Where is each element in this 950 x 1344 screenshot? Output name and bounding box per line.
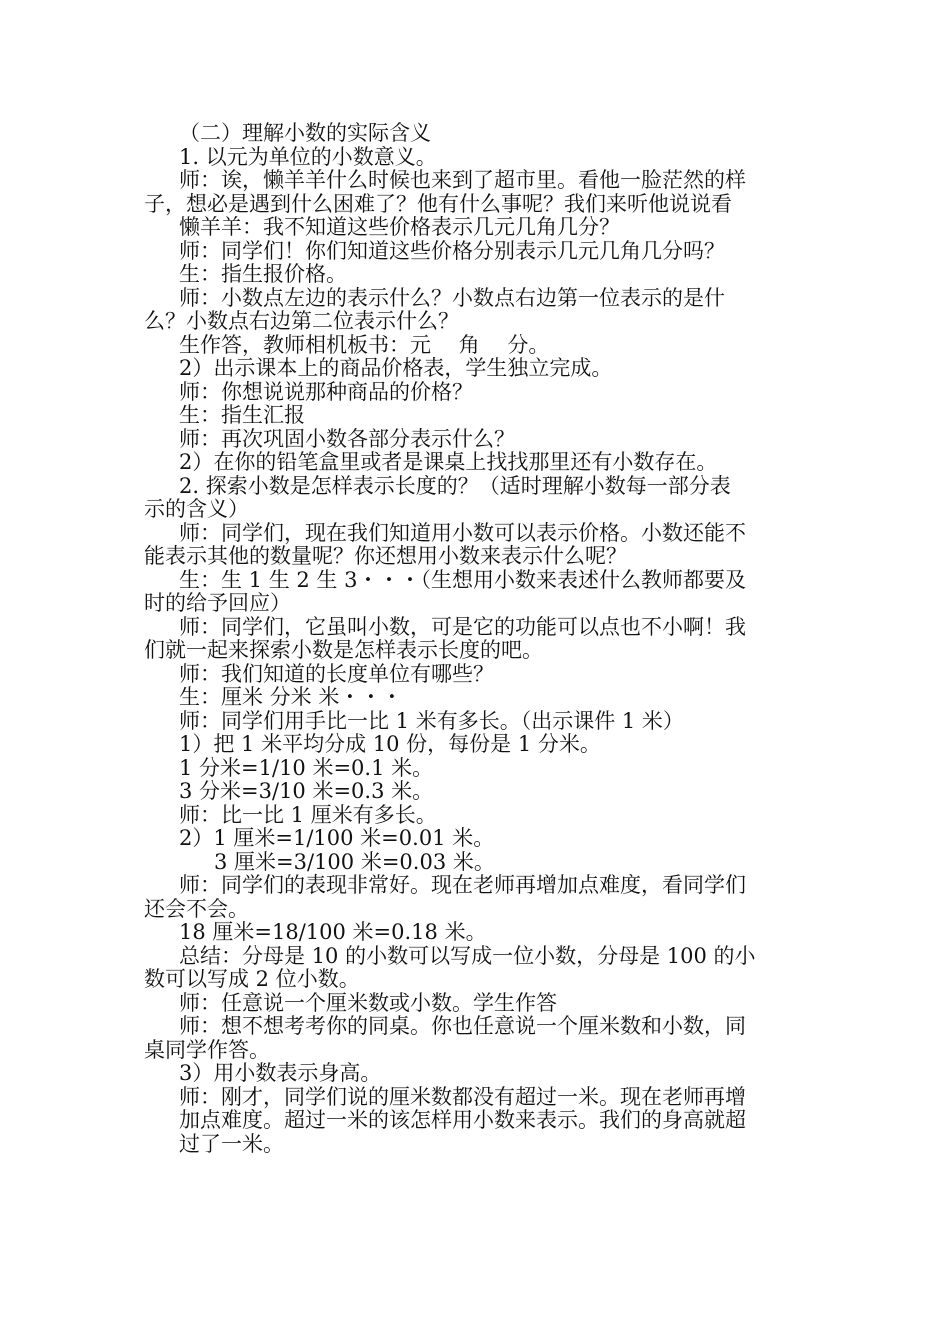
paragraph-line: 师：你想说说那种商品的价格？ bbox=[179, 379, 473, 404]
paragraph-line: 1）把 1 米平均分成 10 份，每份是 1 分米。 bbox=[179, 732, 601, 756]
paragraph-line: 示的含义） bbox=[144, 497, 249, 521]
equation-line: 18 厘米=18/100 米=0.18 米。 bbox=[179, 920, 487, 944]
paragraph-line: 师：再次巩固小数各部分表示什么？ bbox=[179, 426, 515, 451]
paragraph-line: 3）用小数表示身高。 bbox=[179, 1061, 382, 1085]
paragraph-line: 师：小数点左边的表示什么？小数点右边第一位表示的是什 bbox=[179, 285, 725, 310]
paragraph-line: 过了一米。 bbox=[179, 1131, 284, 1156]
paragraph-line: 生：指生汇报 bbox=[179, 403, 305, 427]
document-page bbox=[144, 122, 810, 1156]
equation-line: 3 厘米=3/100 米=0.03 米。 bbox=[214, 849, 495, 874]
paragraph-line: 师：任意说一个厘米数或小数。学生作答 bbox=[179, 990, 557, 1015]
paragraph-line: 懒羊羊：我不知道这些价格表示几元几角几分？ bbox=[179, 215, 620, 239]
paragraph-line: 师：想不想考考你的同桌。你也任意说一个厘米数和小数，同 bbox=[179, 1014, 746, 1038]
equation-line: 1 分米=1/10 米=0.1 米。 bbox=[179, 755, 434, 780]
paragraph-line: 师：同学们！你们知道这些价格分别表示几元几角几分吗？ bbox=[179, 238, 725, 263]
paragraph-line: 师：刚才，同学们说的厘米数都没有超过一米。现在老师再增 bbox=[179, 1084, 746, 1109]
equation-line: 2）1 厘米=1/100 米=0.01 米。 bbox=[179, 826, 495, 850]
paragraph-line: 还会不会。 bbox=[144, 896, 249, 921]
paragraph-line: 师：同学们用手比一比 1 米有多长。（出示课件 1 米） bbox=[179, 708, 684, 733]
paragraph-line: 2）在你的铅笔盒里或者是课桌上找找那里还有小数存在。 bbox=[179, 450, 718, 474]
paragraph-line: 们就一起来探索小数是怎样表示长度的吧。 bbox=[144, 638, 543, 662]
paragraph-line: 2）出示课本上的商品价格表，学生独立完成。 bbox=[179, 356, 613, 380]
paragraph-line: 子，想必是遇到什么困难了？他有什么事呢？我们来听他说说看 bbox=[144, 191, 732, 216]
section-heading: （二）理解小数的实际含义 bbox=[179, 121, 431, 145]
paragraph-line: 时的给予回应） bbox=[144, 591, 291, 615]
paragraph-line: 师：同学们，它虽叫小数，可是它的功能可以点也不小啊！我 bbox=[179, 614, 746, 639]
equation-line: 3 分米=3/10 米=0.3 米。 bbox=[179, 779, 434, 803]
paragraph-line: 师：我们知道的长度单位有哪些？ bbox=[179, 661, 494, 686]
paragraph-line: 加点难度。超过一米的该怎样用小数来表示。我们的身高就超 bbox=[179, 1108, 746, 1132]
paragraph-line: 师：比一比 1 厘米有多长。 bbox=[179, 802, 437, 827]
paragraph-line: 桌同学作答。 bbox=[144, 1037, 270, 1062]
paragraph-line: 生：厘米 分米 米・・・ bbox=[179, 685, 403, 709]
subsection-heading: 1. 以元为单位的小数意义。 bbox=[179, 144, 437, 169]
paragraph-line: 师：诶，懒羊羊什么时候也来到了超市里。看他一脸茫然的样 bbox=[179, 168, 746, 192]
subsection-heading: 2. 探索小数是怎样表示长度的？（适时理解小数每一部分表 bbox=[179, 473, 731, 498]
paragraph-line: 能表示其他的数量呢？你还想用小数来表示什么呢？ bbox=[144, 544, 627, 568]
paragraph-line: 生：指生报价格。 bbox=[179, 262, 347, 286]
paragraph-line: 么？小数点右边第二位表示什么？ bbox=[144, 309, 459, 333]
paragraph-line: 总结：分母是 10 的小数可以写成一位小数，分母是 100 的小 bbox=[179, 943, 756, 968]
paragraph-line: 生：生 1 生 2 生 3・・・（生想用小数来表述什么教师都要及 bbox=[179, 567, 746, 592]
paragraph-line: 生作答，教师相机板书：元 角 分。 bbox=[179, 332, 550, 357]
paragraph-line: 师：同学们，现在我们知道用小数可以表示价格。小数还能不 bbox=[179, 520, 746, 545]
paragraph-line: 师：同学们的表现非常好。现在老师再增加点难度，看同学们 bbox=[179, 873, 746, 897]
paragraph-line: 数可以写成 2 位小数。 bbox=[144, 967, 360, 991]
